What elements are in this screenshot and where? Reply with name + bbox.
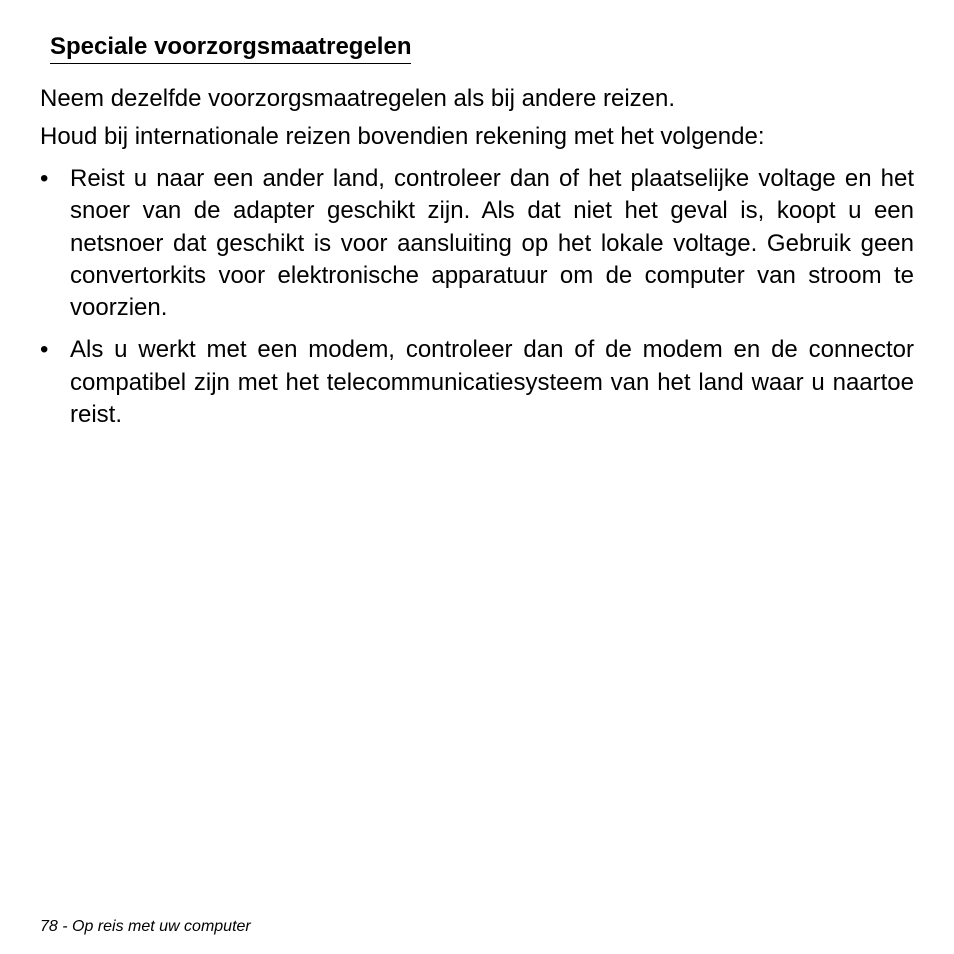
intro-paragraph: Neem dezelfde voorzorgsmaatregelen als bij andere reizen. xyxy=(40,85,676,112)
list-item-text: Reist u naar een ander land, controleer dan of het plaatselijke voltage en het snoer van de adapter geschikt zijn. Als dat niet het geval is, koopt u een netsnoer dat geschikt is voor aansluiting op het lokale voltage. Gebruik geen convertorkits voor elektronische apparatuur om de computer van stroom te voorzien. xyxy=(70,165,914,322)
list-item-modem xyxy=(40,334,914,431)
bullet-icon: • xyxy=(40,165,49,192)
international-travel-paragraph: Houd bij internationale reizen bovendien rekening met het volgende: xyxy=(40,123,765,150)
bullet-icon: • xyxy=(40,336,49,364)
list-item-voltage xyxy=(40,163,914,324)
section-heading: Speciale voorzorgsmaatregelen xyxy=(50,32,411,64)
precautions-list xyxy=(40,163,914,441)
page-footer: 78 - Op reis met uw computer xyxy=(40,918,251,935)
list-item-text: Als u werkt met een modem, controleer dan of de modem en de connector compatibel zijn met het telecommunicatiesysteem van het land waar u naartoe reist. xyxy=(70,336,914,429)
